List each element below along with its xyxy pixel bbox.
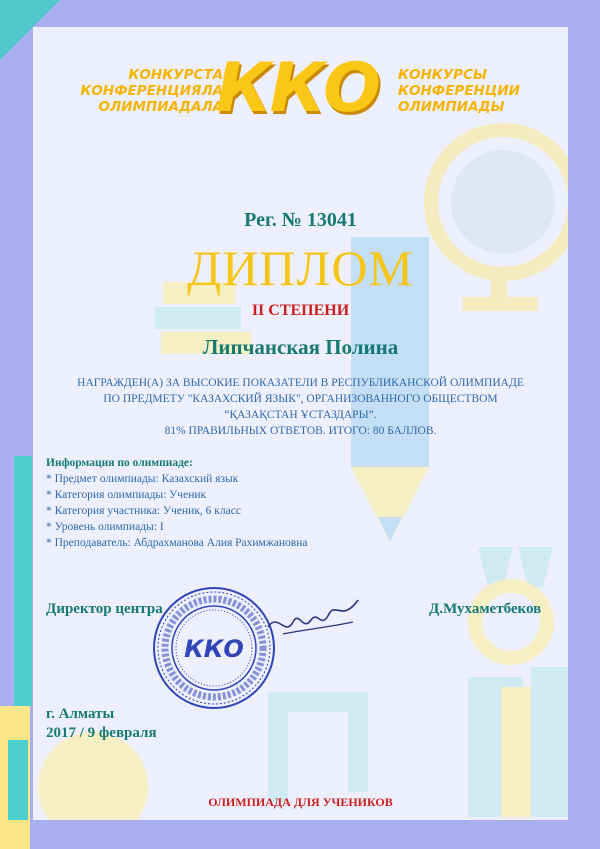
logo-right-line: КОНКУРСЫ bbox=[398, 67, 488, 83]
diploma-title: ДИПЛОМ bbox=[187, 240, 414, 296]
logo-kko: ККО bbox=[216, 49, 379, 128]
director-name: Д.Мухаметбеков bbox=[429, 601, 542, 617]
city: г. Алматы bbox=[46, 706, 115, 722]
award-line: “ҚАЗАҚСТАН ҰСТАЗДАРЫ”. bbox=[224, 409, 377, 421]
logo-right-text bbox=[398, 67, 520, 115]
award-line: ПО ПРЕДМЕТУ "КАЗАХСКИЙ ЯЗЫК", ОРГАНИЗОВАННОГО ОБЩЕСТВОМ bbox=[103, 393, 498, 405]
info-item: * Предмет олимпиады: Казахский язык bbox=[46, 473, 239, 485]
award-text bbox=[33, 375, 568, 439]
info-item: * Уровень олимпиады: I bbox=[46, 521, 164, 533]
logo-right-line: ОЛИМПИАДЫ bbox=[398, 99, 505, 115]
stamp-text: ККО bbox=[184, 635, 244, 663]
logo-left-text bbox=[80, 67, 233, 115]
official-stamp bbox=[151, 585, 277, 711]
award-line: 81% ПРАВИЛЬНЫХ ОТВЕТОВ. ИТОГО: 80 БАЛЛОВ. bbox=[164, 425, 437, 437]
director-label: Директор центра bbox=[46, 601, 163, 617]
registration-number: Рег. № 13041 bbox=[244, 209, 357, 231]
diploma-sheet bbox=[33, 27, 568, 820]
logo-right-line: КОНФЕРЕНЦИИ bbox=[398, 83, 520, 99]
award-line: НАГРАЖДЕН(А) ЗА ВЫСОКИЕ ПОКАЗАТЕЛИ В РЕСПУБЛИКАНСКОЙ ОЛИМПИАДЕ bbox=[77, 377, 524, 389]
director-signature bbox=[263, 592, 363, 652]
info-item: * Категория участника: Ученик, 6 класс bbox=[46, 505, 241, 517]
place-and-date bbox=[46, 705, 157, 743]
logo-left-line: ОЛИМПИАДАЛАР bbox=[98, 99, 233, 115]
footer-caption: ОЛИМПИАДА ДЛЯ УЧЕНИКОВ bbox=[208, 795, 393, 809]
frame-bar-teal bbox=[14, 456, 32, 706]
diploma-degree: II СТЕПЕНИ bbox=[251, 302, 350, 319]
date: 2017 / 9 февраля bbox=[46, 725, 157, 741]
info-item: * Преподаватель: Абдрахманова Алия Рахимжановна bbox=[46, 537, 308, 549]
logo-left-line: КОНКУРСТАР bbox=[128, 67, 233, 83]
frame-bar-teal-bottom bbox=[8, 740, 28, 820]
logo-left-line: КОНФЕРЕНЦИЯЛАР bbox=[80, 83, 233, 99]
info-item: * Категория олимпиады: Ученик bbox=[46, 489, 207, 501]
olympiad-info bbox=[46, 455, 307, 551]
recipient-name: Липчанская Полина bbox=[202, 335, 399, 359]
info-heading: Информация по олимпиаде: bbox=[46, 457, 193, 469]
